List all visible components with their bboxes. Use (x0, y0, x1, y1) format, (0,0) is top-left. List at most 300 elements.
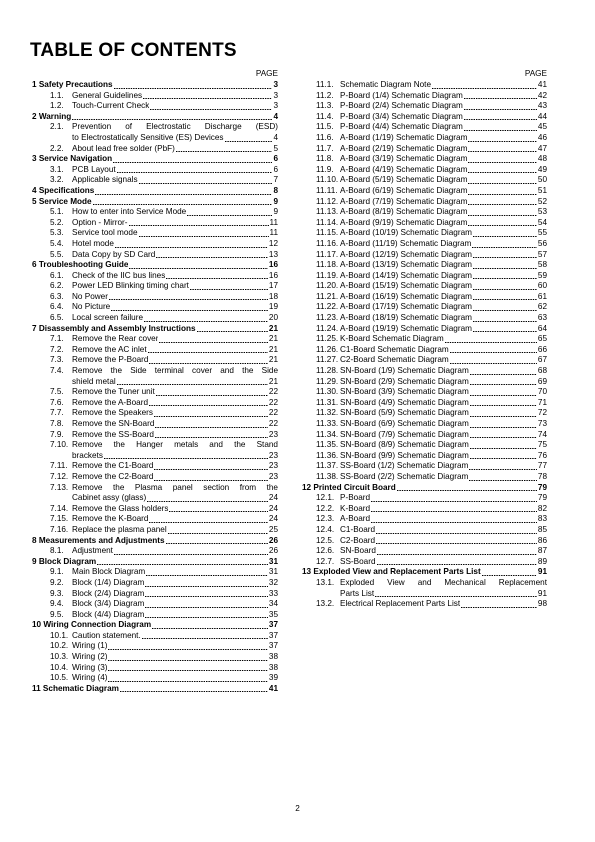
toc-entry-page: 48 (537, 154, 547, 164)
toc-entry-title-line1: Remove the Side terminal cover and the Side (72, 366, 278, 376)
toc-entry-number: 6.1. (50, 270, 64, 280)
toc-entry-page: 75 (537, 440, 547, 450)
toc-subsection-entry[interactable] (302, 366, 547, 377)
toc-subsection-entry[interactable] (302, 250, 547, 261)
toc-subsection-entry[interactable] (302, 154, 547, 165)
toc-subsection-entry[interactable] (302, 514, 547, 525)
toc-entry-title: 7 Disassembly and Assembly Instructions (32, 323, 196, 333)
toc-subsection-entry[interactable] (32, 165, 278, 176)
toc-entry-page: 9 (273, 196, 278, 206)
toc-entry-number: 11.34. (316, 429, 339, 439)
toc-subsection-entry[interactable] (32, 589, 278, 600)
toc-entry-title: Block (4/4) Diagram (72, 609, 145, 619)
toc-entry-page: 91 (537, 588, 547, 598)
toc-subsection-entry[interactable] (32, 281, 278, 292)
toc-subsection-entry[interactable] (302, 525, 547, 536)
toc-entry-title: SN-Board (9/9) Schematic Diagram (340, 450, 469, 460)
toc-entry-title: 5 Service Mode (32, 196, 92, 206)
toc-section-entry[interactable] (32, 112, 278, 123)
toc-entry-number: 7.4. (50, 366, 64, 376)
toc-section-entry[interactable] (32, 684, 278, 695)
toc-entry-title: 10 Wiring Connection Diagram (32, 620, 152, 630)
dot-leader (470, 419, 537, 430)
toc-entry-number: 11.30. (316, 387, 339, 397)
toc-entry-number: 11.15. (316, 228, 339, 238)
toc-entry-page: 58 (537, 260, 547, 270)
dot-leader (114, 80, 273, 91)
toc-subsection-entry[interactable] (32, 419, 278, 430)
toc-subsection-entry[interactable] (32, 430, 278, 441)
dot-leader (450, 355, 537, 366)
toc-subsection-entry[interactable] (32, 345, 278, 356)
toc-section-entry[interactable] (32, 186, 278, 197)
toc-subsection-entry[interactable] (302, 91, 547, 102)
toc-entry-number: 11.6. (316, 132, 334, 142)
toc-subsection-entry[interactable] (32, 101, 278, 112)
toc-entry-title: General Guidelines (72, 90, 143, 100)
toc-subsection-entry[interactable] (302, 419, 547, 430)
toc-entry-number: 11.8. (316, 154, 334, 164)
toc-subsection-entry[interactable] (302, 408, 547, 419)
dot-leader (149, 355, 267, 366)
toc-subsection-entry[interactable] (302, 302, 547, 313)
dot-leader (145, 610, 268, 621)
toc-entry-page: 31 (268, 567, 278, 577)
toc-subsection-entry[interactable] (32, 567, 278, 578)
dot-leader (111, 302, 268, 313)
dot-leader (154, 461, 267, 472)
toc-entry-title: A-Board (2/19) Schematic Diagram (340, 143, 468, 153)
toc-entry-title: Option - Mirror- (72, 217, 128, 227)
toc-entry-number: 11.9. (316, 164, 334, 174)
toc-section-entry[interactable] (32, 557, 278, 568)
toc-entry-title: No Picture (72, 302, 111, 312)
toc-subsection-entry[interactable] (302, 260, 547, 271)
toc-entry-number: 12.2. (316, 503, 335, 513)
toc-entry-page: 25 (268, 524, 278, 534)
toc-section-entry[interactable] (32, 154, 278, 165)
toc-entry-title: 1 Safety Precautions (32, 80, 113, 89)
toc-entry-title-line1: Exploded View and Mechanical Replacement (340, 577, 547, 587)
toc-entry-number: 10.3. (50, 652, 69, 662)
toc-subsection-entry[interactable] (32, 250, 278, 261)
toc-subsection-entry[interactable] (32, 578, 278, 589)
toc-entry-number: 12.1. (316, 493, 335, 503)
toc-entry-page: 23 (268, 450, 278, 460)
toc-subsection-entry[interactable] (302, 324, 547, 335)
toc-subsection-entry[interactable] (32, 514, 278, 525)
toc-entry-page: 61 (537, 291, 547, 301)
toc-entry-title: SN-Board (340, 546, 376, 556)
toc-entry-title: A-Board (15/19) Schematic Diagram (340, 281, 472, 291)
toc-entry-page: 60 (537, 281, 547, 291)
dot-leader (371, 504, 537, 515)
toc-list (32, 80, 278, 694)
dot-leader (464, 122, 537, 133)
toc-subsection-entry[interactable] (302, 239, 547, 250)
toc-entry-title: P-Board (340, 493, 371, 503)
toc-entry-title: K-Board (340, 503, 371, 513)
toc-subsection-entry[interactable] (302, 345, 547, 356)
dot-leader (450, 345, 537, 356)
toc-subsection-entry[interactable] (302, 440, 547, 451)
toc-entry-number: 11.2. (316, 90, 334, 100)
toc-entry-number: 3.2. (50, 175, 64, 185)
dot-leader (145, 599, 268, 610)
toc-entry-number: 6.2. (50, 281, 64, 291)
toc-entry-number: 3.1. (50, 164, 64, 174)
toc-subsection-entry[interactable] (32, 366, 278, 387)
dot-leader (95, 186, 272, 197)
dot-leader (470, 440, 537, 451)
toc-subsection-entry[interactable] (32, 271, 278, 282)
toc-subsection-entry[interactable] (32, 408, 278, 419)
dot-leader (139, 175, 273, 186)
toc-entry-number: 5.1. (50, 207, 64, 217)
toc-subsection-entry[interactable] (302, 578, 547, 599)
toc-entry-number: 7.2. (50, 344, 64, 354)
toc-subsection-entry[interactable] (302, 355, 547, 366)
page-number: 2 (295, 804, 300, 813)
toc-entry-title: SS-Board (340, 556, 376, 566)
toc-entry-title-line1: Prevention of Electrostatic Discharge (ESD) (72, 122, 278, 132)
toc-subsection-entry[interactable] (32, 355, 278, 366)
dot-leader (473, 324, 537, 335)
toc-entry-page: 24 (268, 503, 278, 513)
toc-subsection-entry[interactable] (302, 557, 547, 568)
toc-entry-number: 12.3. (316, 514, 335, 524)
toc-subsection-entry[interactable] (32, 546, 278, 557)
dot-leader (470, 366, 537, 377)
toc-section-entry[interactable] (32, 260, 278, 271)
toc-entry-page: 71 (537, 397, 547, 407)
toc-entry-page: 73 (537, 419, 547, 428)
toc-subsection-entry[interactable] (302, 133, 547, 144)
toc-entry-title-line2: Cabinet assy (glass) (72, 493, 147, 503)
toc-entry-number: 7.14. (50, 503, 69, 513)
toc-entry-number: 10.4. (50, 662, 69, 672)
dot-leader (154, 408, 268, 419)
toc-subsection-entry[interactable] (302, 186, 547, 197)
toc-entry-title: Remove the Speakers (72, 408, 154, 418)
toc-entry-page: 65 (537, 334, 547, 344)
toc-subsection-entry[interactable] (302, 493, 547, 504)
toc-entry-title: Block (3/4) Diagram (72, 599, 145, 609)
toc-entry-title: Block (2/4) Diagram (72, 588, 145, 598)
toc-subsection-entry[interactable] (32, 228, 278, 239)
toc-entry-number: 1.1. (50, 90, 64, 100)
toc-entry-page: 72 (537, 408, 547, 418)
toc-entry-title: SN-Board (5/9) Schematic Diagram (340, 408, 469, 418)
toc-entry-number: 9.1. (50, 567, 64, 577)
toc-entry-title: Wiring (4) (72, 673, 108, 683)
dot-leader (187, 207, 272, 218)
toc-subsection-entry[interactable] (32, 483, 278, 504)
toc-subsection-entry[interactable] (32, 218, 278, 229)
dot-leader (376, 525, 537, 536)
dot-leader (108, 641, 267, 652)
toc-entry-title: A-Board (16/19) Schematic Diagram (340, 291, 472, 301)
toc-entry-number: 9.5. (50, 609, 64, 619)
toc-section-entry[interactable] (32, 324, 278, 335)
toc-subsection-entry[interactable] (302, 451, 547, 462)
toc-subsection-entry[interactable] (32, 610, 278, 621)
toc-entry-number: 7.6. (50, 397, 64, 407)
page-column-header: PAGE (255, 69, 278, 78)
toc-entry-title: Block (1/4) Diagram (72, 577, 145, 587)
dot-leader (470, 377, 537, 388)
dot-leader (156, 387, 268, 398)
toc-entry-page: 37 (268, 630, 278, 640)
toc-entry-page: 63 (537, 313, 547, 323)
toc-subsection-entry[interactable] (32, 440, 278, 461)
toc-subsection-entry[interactable] (32, 313, 278, 324)
toc-entry-title: 11 Schematic Diagram (32, 683, 119, 693)
dot-leader (468, 207, 536, 218)
toc-subsection-entry[interactable] (302, 112, 547, 123)
toc-entry-page: 69 (537, 376, 547, 386)
toc-subsection-entry[interactable] (32, 122, 278, 143)
dot-leader (156, 250, 268, 261)
toc-subsection-entry[interactable] (302, 218, 547, 229)
toc-subsection-entry[interactable] (32, 631, 278, 642)
toc-entry-page: 55 (537, 228, 547, 238)
toc-entry-number: 7.5. (50, 387, 64, 397)
toc-subsection-entry[interactable] (32, 144, 278, 155)
toc-entry-number: 13.1. (316, 577, 335, 587)
toc-subsection-entry[interactable] (302, 144, 547, 155)
toc-entry-number: 11.12. (316, 196, 339, 206)
dot-leader (473, 313, 537, 324)
toc-entry-page: 20 (268, 313, 278, 323)
dot-leader (108, 663, 267, 674)
toc-section-entry[interactable] (32, 536, 278, 547)
toc-subsection-entry[interactable] (32, 302, 278, 313)
toc-subsection-entry[interactable] (302, 536, 547, 547)
toc-entry-title (72, 366, 278, 387)
toc-entry-page: 19 (268, 302, 278, 312)
toc-section-entry[interactable] (302, 567, 547, 578)
dot-leader (432, 80, 537, 91)
toc-subsection-entry[interactable] (302, 228, 547, 239)
toc-entry-number: 11.7. (316, 143, 334, 153)
toc-subsection-entry[interactable] (32, 641, 278, 652)
toc-entry-title: Remove the A-Board (72, 397, 149, 407)
toc-entry-page: 6 (273, 154, 278, 164)
toc-section-entry[interactable] (32, 197, 278, 208)
toc-entry-page: 23 (268, 471, 278, 481)
toc-entry-title-line2: to Electrostatically Sensitive (ES) Devices (72, 132, 224, 142)
dot-leader (470, 398, 537, 409)
toc-subsection-entry[interactable] (302, 504, 547, 515)
toc-list (302, 80, 547, 610)
dot-leader (377, 546, 537, 557)
toc-entry-page: 23 (268, 429, 278, 439)
dot-leader (470, 408, 537, 419)
toc-entry-page: 38 (268, 662, 278, 672)
toc-subsection-entry[interactable] (302, 398, 547, 409)
toc-entry-number: 6.5. (50, 313, 64, 323)
toc-entry-page: 7 (273, 175, 278, 185)
dot-leader (113, 154, 272, 165)
toc-entry-page: 77 (537, 461, 547, 471)
toc-subsection-entry[interactable] (302, 80, 547, 91)
toc-subsection-entry[interactable] (302, 313, 547, 324)
toc-entry-page: 37 (268, 641, 278, 651)
dot-leader (114, 546, 268, 557)
toc-entry-title: SN-Board (7/9) Schematic Diagram (340, 429, 469, 439)
dot-leader (473, 281, 537, 292)
dot-leader (473, 250, 537, 261)
toc-entry-page: 41 (268, 683, 278, 693)
toc-entry-number: 11.16. (316, 238, 339, 248)
dot-leader (144, 313, 268, 324)
toc-subsection-entry[interactable] (32, 398, 278, 409)
toc-entry-number: 7.10. (50, 440, 69, 450)
toc-subsection-entry[interactable] (32, 673, 278, 684)
toc-entry-title: SS-Board (2/2) Schematic Diagram (340, 471, 469, 481)
page-column-header: PAGE (524, 69, 547, 78)
toc-subsection-entry[interactable] (302, 334, 547, 345)
toc-entry-page: 24 (268, 493, 278, 503)
toc-subsection-entry[interactable] (32, 461, 278, 472)
toc-entry-page: 56 (537, 238, 547, 248)
toc-subsection-entry[interactable] (302, 461, 547, 472)
dot-leader (473, 228, 537, 239)
toc-section-entry[interactable] (32, 620, 278, 631)
toc-subsection-entry[interactable] (32, 207, 278, 218)
toc-section-entry[interactable] (32, 80, 278, 91)
toc-entry-title: K-Board Schematic Diagram (340, 334, 444, 344)
toc-subsection-entry[interactable] (32, 91, 278, 102)
toc-subsection-entry[interactable] (32, 663, 278, 674)
toc-entry-page: 52 (537, 196, 547, 206)
toc-entry-title: Main Block Diagram (72, 567, 146, 577)
toc-section-entry[interactable] (302, 483, 547, 494)
toc-subsection-entry[interactable] (32, 175, 278, 186)
toc-subsection-entry[interactable] (32, 387, 278, 398)
toc-subsection-entry[interactable] (32, 504, 278, 515)
dot-leader (168, 525, 268, 536)
toc-entry-number: 7.12. (50, 471, 69, 481)
toc-entry-number: 7.3. (50, 355, 64, 365)
toc-entry-title: Remove the P-Board (72, 355, 149, 365)
toc-entry-title: A-Board (340, 514, 371, 524)
toc-subsection-entry[interactable] (32, 334, 278, 345)
dot-leader (166, 271, 268, 282)
toc-subsection-entry[interactable] (302, 472, 547, 483)
toc-entry-number: 11.4. (316, 111, 334, 121)
toc-entry-number: 7.15. (50, 514, 69, 524)
toc-entry-page: 4 (273, 111, 278, 121)
toc-subsection-entry[interactable] (302, 387, 547, 398)
toc-entry-title: Remove the C1-Board (72, 461, 154, 471)
toc-entry-page: 3 (273, 80, 278, 89)
toc-entry-page: 26 (268, 546, 278, 556)
toc-entry-title: A-Board (18/19) Schematic Diagram (340, 313, 472, 323)
toc-subsection-entry[interactable] (302, 599, 547, 610)
toc-entry-page: 46 (537, 132, 547, 142)
toc-subsection-entry[interactable] (302, 377, 547, 388)
toc-entry-page: 23 (268, 461, 278, 471)
toc-subsection-entry[interactable] (302, 101, 547, 112)
toc-entry-number: 7.1. (50, 334, 64, 344)
toc-subsection-entry[interactable] (32, 525, 278, 536)
toc-entry-title: A-Board (12/19) Schematic Diagram (340, 249, 472, 259)
dot-leader (150, 101, 272, 112)
toc-entry-page: 21 (268, 355, 278, 365)
toc-entry-title: Wiring (3) (72, 662, 108, 672)
toc-entry-page: 68 (537, 366, 547, 376)
toc-subsection-entry[interactable] (32, 599, 278, 610)
toc-subsection-entry[interactable] (302, 122, 547, 133)
toc-subsection-entry[interactable] (302, 207, 547, 218)
toc-subsection-entry[interactable] (32, 472, 278, 483)
toc-entry-page: 11 (269, 217, 278, 227)
toc-entry-title: 4 Specifications (32, 185, 95, 195)
toc-subsection-entry[interactable] (32, 239, 278, 250)
toc-subsection-entry[interactable] (302, 271, 547, 282)
dot-leader (149, 514, 267, 525)
dot-leader (371, 493, 537, 504)
toc-entry-page: 18 (268, 291, 278, 301)
dot-leader (190, 281, 268, 292)
toc-subsection-entry[interactable] (302, 430, 547, 441)
toc-entry-title: Touch-Current Check (72, 101, 150, 111)
toc-entry-title (72, 440, 278, 461)
toc-subsection-entry[interactable] (302, 292, 547, 303)
toc-subsection-entry[interactable] (302, 281, 547, 292)
toc-entry-page: 83 (537, 514, 547, 524)
toc-entry-title: Applicable signals (72, 175, 138, 185)
toc-subsection-entry[interactable] (302, 175, 547, 186)
toc-column-left (32, 68, 278, 694)
toc-entry-title-line2-row (72, 377, 278, 388)
toc-entry-page: 21 (268, 334, 278, 344)
toc-entry-page: 33 (268, 588, 278, 598)
toc-entry-page: 79 (537, 493, 547, 503)
toc-entry-number: 11.10. (316, 175, 339, 185)
dot-leader (482, 567, 537, 578)
toc-entry-number: 5.2. (50, 217, 64, 227)
toc-subsection-entry[interactable] (302, 546, 547, 557)
dot-leader (397, 483, 537, 494)
toc-entry-page: 5 (273, 143, 278, 153)
dot-leader (225, 133, 273, 144)
toc-entry-page: 16 (268, 270, 278, 280)
toc-subsection-entry[interactable] (32, 652, 278, 663)
toc-subsection-entry[interactable] (32, 292, 278, 303)
toc-entry-title: A-Board (1/19) Schematic Diagram (340, 132, 468, 142)
dot-leader (176, 144, 273, 155)
toc-entry-title: Hotel mode (72, 238, 114, 248)
toc-entry-number: 5.3. (50, 228, 64, 238)
toc-entry-page: 82 (537, 503, 547, 513)
toc-entry-title: SS-Board (1/2) Schematic Diagram (340, 461, 469, 471)
toc-entry-number: 11.17. (316, 249, 339, 259)
toc-entry-page: 86 (537, 535, 547, 545)
toc-entry-page: 62 (537, 302, 547, 312)
toc-entry-number: 9.3. (50, 588, 64, 598)
toc-entry-page: 4 (273, 132, 278, 142)
toc-entry-number: 11.20. (316, 281, 339, 291)
toc-entry-page: 59 (537, 270, 547, 280)
toc-subsection-entry[interactable] (302, 197, 547, 208)
toc-subsection-entry[interactable] (302, 165, 547, 176)
dot-leader (115, 239, 268, 250)
toc-entry-page: 6 (273, 164, 278, 174)
toc-entry-number: 7.13. (50, 482, 69, 492)
